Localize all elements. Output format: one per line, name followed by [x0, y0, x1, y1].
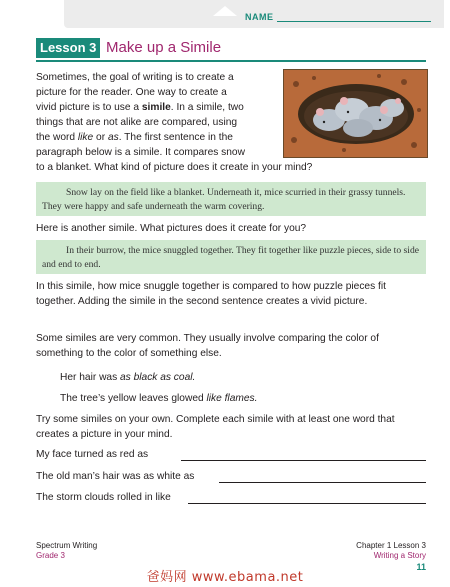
fill-in-row-3[interactable]: [36, 492, 426, 508]
example-italic: as black as coal.: [120, 372, 196, 383]
example-plain: Her hair was: [60, 372, 121, 383]
intro-text: the word: [36, 132, 78, 143]
prompt-another-simile: Here is another simile. What pictures does it create for you?: [36, 223, 307, 234]
intro-line-7: to a blanket. What kind of picture does it create in your mind?: [36, 162, 313, 173]
intro-text: . The first sentence in the: [118, 132, 233, 143]
fill-in-prompt: My face turned as red as: [36, 449, 149, 460]
name-field[interactable]: [245, 12, 431, 26]
example-box-snow: Snow lay on the field like a blanket. Underneath it, mice scurried in their grassy tunnels. They were happy and safe underneath the warm covering.: [36, 182, 426, 216]
intro-line-5: [36, 130, 426, 145]
fill-in-line[interactable]: [181, 460, 426, 461]
lesson-header: [36, 38, 426, 62]
tab-arrow-icon: [213, 6, 237, 16]
intro-paragraph: [36, 70, 426, 175]
example-sentence-2: [60, 391, 257, 406]
footer-grade: Grade 3: [36, 551, 65, 560]
footer-section: Writing a Story: [373, 551, 426, 560]
intro-line-2: picture for the reader. One way to create a: [36, 87, 227, 98]
example-italic: like flames.: [206, 393, 258, 404]
fill-in-prompt: The storm clouds rolled in like: [36, 492, 171, 503]
name-rule: [277, 21, 431, 22]
simile-term: simile: [141, 102, 171, 113]
intro-line-1: Sometimes, the goal of writing is to create a: [36, 72, 234, 83]
intro-text: or: [93, 132, 108, 143]
intro-text: vivid picture is to use a: [36, 102, 142, 113]
intro-line-3: [36, 100, 426, 115]
footer-right: [356, 541, 426, 561]
footer-left: [36, 541, 97, 561]
instructions-paragraph: Try some similes on your own. Complete each simile with at least one word that creates a picture in your mind.: [36, 414, 395, 440]
name-label: NAME: [245, 12, 274, 22]
lesson-title: Make up a Simile: [106, 39, 222, 56]
intro-line-4: things that are not alike are compared, using: [36, 117, 238, 128]
common-similes-paragraph: Some similes are very common. They usually involve comparing the color of something to the color of something else.: [36, 333, 379, 359]
intro-line-6: paragraph below is a simile. It compares snow: [36, 147, 245, 158]
fill-in-line[interactable]: [188, 503, 426, 504]
fill-in-row-2[interactable]: [36, 471, 426, 487]
fill-in-prompt: The old man’s hair was as white as: [36, 471, 195, 482]
like-term: like: [77, 132, 94, 143]
example-sentence-1: [60, 370, 195, 385]
fill-in-row-1[interactable]: [36, 449, 426, 465]
as-term: as: [107, 132, 119, 143]
footer-chapter: Chapter 1 Lesson 3: [356, 541, 426, 550]
intro-text: . In a simile, two: [170, 102, 244, 113]
lesson-badge: Lesson 3: [36, 38, 100, 58]
fill-in-line[interactable]: [219, 482, 426, 483]
example-plain: The tree’s yellow leaves glowed: [60, 393, 207, 404]
page-number: 11: [416, 562, 426, 572]
example-box-mice: In their burrow, the mice snuggled together. They fit together like puzzle pieces, side to side and end to end.: [36, 240, 426, 274]
footer-book-title: Spectrum Writing: [36, 541, 98, 550]
watermark: 爸妈网 www.ebama.net: [146, 570, 304, 585]
explanation-paragraph: In this simile, how mice snuggle together is compared to how puzzle pieces fit together. Adding the simile in the second sentence creates a vivid picture.: [36, 281, 386, 307]
